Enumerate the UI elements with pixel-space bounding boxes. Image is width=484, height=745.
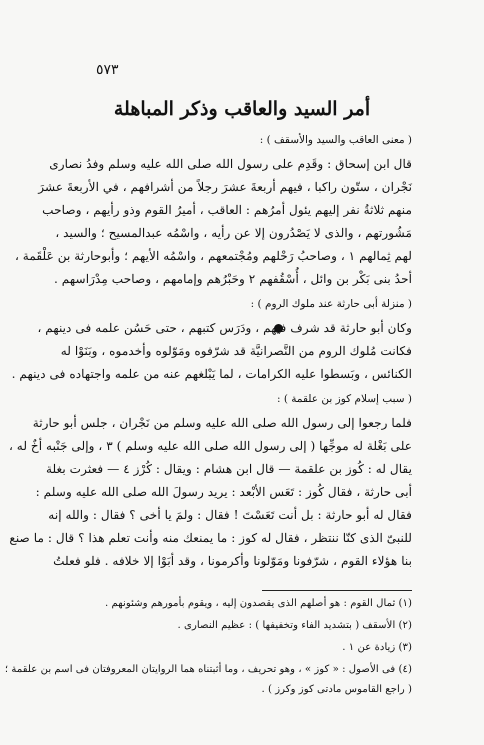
text-line: فقال له أبو حارثة : بل أنت تَعَسْتَ ! فقال : ولمَ يا أخى ؟ فقال : والله إنه bbox=[48, 508, 412, 522]
footnote: (٣) زيادة عن ١ . bbox=[342, 642, 412, 653]
section-caption: ( منزلة أبى حارثة عند ملوك الروم ) : bbox=[250, 298, 412, 310]
text-line: الكنائس ، وبَسطوا عليه الكرامات ، لما يَبْلغهم عنه من علمه واجتهاده فى دينهم . bbox=[11, 367, 412, 381]
footnote: (٤) فى الأصول : « كوز » ، وهو تحريف ، وما أثبتناه هما الروايتان المعروفتان فى اسم بن علقمة ؛ bbox=[4, 664, 412, 675]
text-line: مَشُورتهم ، والذى لا يَصْدُرون إلا عن رأيه ، واسْمُه عبدالمسيح ؛ والسيد ، bbox=[55, 226, 412, 240]
text-line: للنبىّ الذى كنّا ننتظر ، فقال له كوز : ما يمنعك منه وأنت تعلم هذا ؟ قال : ما صنع bbox=[9, 531, 412, 545]
text-line: لهم ثِمالهم ١ ، وصاحبُ رَحْلهم ومُجْتمعهم ، واسْمُه الأيهم ؛ وأبوحارثة بن عَلْقَمة ، bbox=[14, 249, 412, 263]
footnote: (٢) الأسقف ( بتشديد الفاء وتخفيفها ) : عظيم النصارى . bbox=[177, 620, 412, 631]
text-line: قال ابن إسحاق : وقَدِم على رسول الله صلى الله عليه وسلم وفدُ نصارى bbox=[49, 157, 412, 171]
text-line: فكانت مُلوك الروم من النَّصرانيَّة قد شرّفوه ومَوّلوه وأخدموه ، وبَنَوْا له bbox=[60, 344, 412, 358]
text-line: نَجْران ، ستّون راكبا ، فيهم أربعةَ عشرَ رجلاً من أشرافهم ، في الأربعةَ عشرَ bbox=[38, 180, 412, 194]
footnote-divider bbox=[262, 590, 412, 591]
text-line: على بَغْلة له موجِّها ( إلى رسول الله صلى الله عليه وسلم ) ٣ ، وإلى جَنْبه أخٌ له ، bbox=[9, 439, 412, 453]
text-line: يقال له : كُوز بن علقمة — قال ابن هشام : ويقال : كُرْز ٤ — فعثرت بغلة bbox=[45, 462, 412, 476]
text-line: فلما رجعوا إلى رسول الله صلى الله عليه وسلم من نَجْران ، جلس أبو حارثة bbox=[32, 416, 412, 430]
text-line: منهم ثلاثةُ نفر إليهم يئول أمرُهم : العاقب ، أميرُ القوم وذو رأيهم ، وصاحب bbox=[42, 203, 412, 217]
footnote: (١) ثمال القوم : هو أصلهم الذى يقصدون إليه ، ويقوم بأمورهم وشئونهم . bbox=[105, 598, 412, 609]
page-number: ٥٧٣ bbox=[96, 62, 119, 78]
section-caption: ( سبب إسلام كوز بن علقمة ) : bbox=[276, 393, 412, 405]
chapter-title: أمر السيد والعاقب وذكر المباهلة bbox=[113, 98, 371, 120]
footnote: ( راجع القاموس مادتى كوز وكرز ) . bbox=[261, 684, 412, 695]
text-line: بنا هؤلاء القوم ، شرّفونا ومَوّلونا وأكرمونا ، وقد أبَوْا إلا خلافه . فلو فعلتُ bbox=[53, 554, 412, 568]
text-line: أبى حارثة ، فقال كُوز : تَعَس الأبْعد : يريد رسولَ الله صلى الله عليه وسلم : bbox=[35, 485, 412, 499]
section-caption: ( معنى العاقب والسيد والأسقف ) : bbox=[259, 134, 412, 146]
text-line: أحدُ بنى بَكْر بن وائل ، أُسْقُفهم ٢ وحَبْرُهم وإمامهم ، وصاحب مِدْرَاسهم . bbox=[54, 272, 412, 286]
text-line: وكان أبو حارثة قد شرف فيهم ، ودَرَس كتبهم ، حتى حَسُن علمه فى دينهم ، bbox=[37, 321, 412, 335]
